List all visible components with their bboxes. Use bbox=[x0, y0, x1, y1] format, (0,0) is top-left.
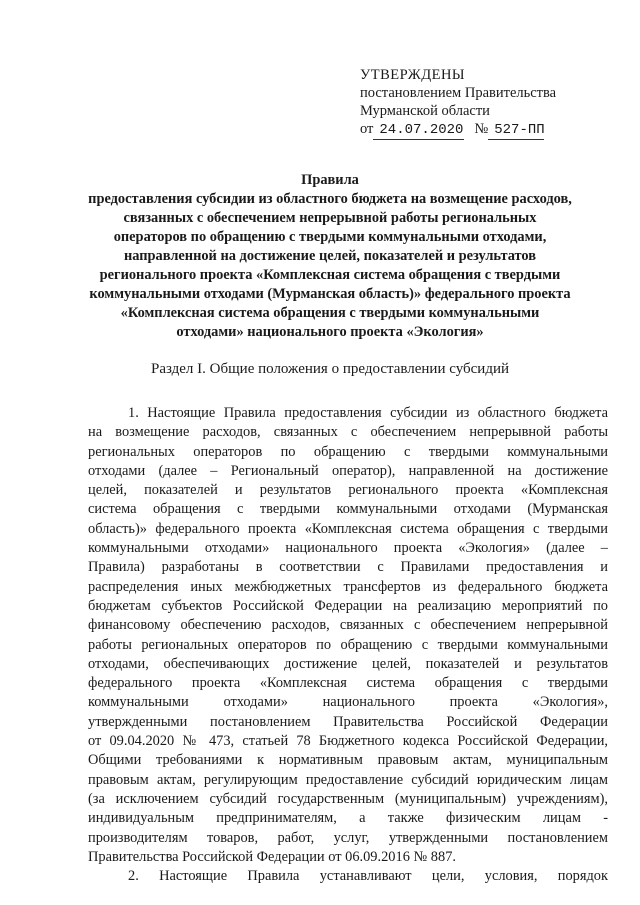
title-line: регионального проекта «Комплексная система обращения с твердыми bbox=[99, 267, 561, 283]
title-line: «Комплексная система обращения с твердыми коммунальными bbox=[120, 305, 540, 321]
paragraph-1-line: работы региональных операторов по обращению с твердыми коммунальными bbox=[88, 636, 608, 653]
title-line: связанных с обеспечением непрерывной работы региональных bbox=[123, 210, 537, 226]
paragraph-1-line: область)» федерального проекта «Комплексная система обращения с твердыми bbox=[88, 520, 608, 537]
paragraph-1-line: финансовому обеспечению расходов, связанных с обеспечением непрерывной bbox=[88, 617, 608, 634]
approval-line-1: постановлением Правительства bbox=[360, 85, 557, 101]
title-line: коммунальными отходами (Мурманская область)» федерального проекта bbox=[89, 286, 571, 302]
date-prefix: от bbox=[360, 121, 374, 137]
document-title bbox=[85, 171, 575, 342]
approval-stamp bbox=[360, 66, 556, 140]
paragraph-1-line: бюджетам субъектов Российской Федерации на реализацию мероприятий по bbox=[88, 597, 608, 614]
title-line: Правила bbox=[301, 172, 359, 188]
title-line: операторов по обращению с твердыми коммунальными отходами, bbox=[113, 229, 547, 245]
approval-line-2: Мурманской области bbox=[360, 103, 490, 119]
approval-date-line bbox=[360, 120, 556, 140]
paragraph-1-line: коммунальными отходами» национального проекта «Экология», bbox=[88, 694, 608, 711]
paragraph-1-line: отходами (далее – Региональный оператор), направленной на достижение bbox=[88, 462, 608, 479]
title-line: предоставления субсидии из областного бюджета на возмещение расходов, bbox=[88, 191, 572, 207]
approval-number: 527-ПП bbox=[488, 121, 544, 140]
title-line: направленной на достижение целей, показателей и результатов bbox=[123, 248, 537, 264]
section-heading: Раздел I. Общие положения о предоставлении субсидий bbox=[150, 361, 509, 377]
paragraph-1-line: отходами, обеспечивающих достижение целей, показателей и результатов bbox=[88, 655, 608, 672]
body-text bbox=[88, 404, 608, 886]
paragraph-1-line: распределения иных межбюджетных трансфертов из федерального бюджета bbox=[88, 578, 608, 595]
paragraph-1-line: Правила) разработаны в соответствии с Правилами предоставления и bbox=[88, 559, 608, 576]
paragraph-1-line: целей, показателей и результатов регионального проекта «Комплексная bbox=[88, 482, 608, 499]
paragraph-1-line: региональных операторов по обращению с твердыми коммунальными bbox=[88, 443, 608, 460]
paragraph-1-line: 1. Настоящие Правила предоставления субсидии из областного бюджета bbox=[128, 405, 608, 421]
paragraph-1-line: правовым актам, регулирующим предоставление субсидий юридическим лицам bbox=[88, 771, 608, 788]
number-sign: № bbox=[474, 121, 489, 137]
paragraph-1-line: на возмещение расходов, связанных с обеспечением непрерывной работы bbox=[88, 424, 608, 441]
approval-heading: УТВЕРЖДЕНЫ bbox=[360, 67, 466, 83]
paragraph-1-line: от 09.04.2020 № 473, статьей 78 Бюджетного кодекса Российской Федерации, bbox=[88, 733, 608, 750]
paragraph-2-line: 2. Настоящие Правила устанавливают цели, условия, порядок bbox=[128, 868, 608, 885]
paragraph-1-line: Правительства Российской Федерации от 06.09.2016 № 887. bbox=[88, 848, 456, 865]
paragraph-1-line: коммунальными отходами» национального проекта «Экология» (далее – bbox=[88, 540, 608, 557]
paragraph-1-line: утвержденными постановлением Правительства Российской Федерации bbox=[88, 713, 608, 730]
paragraph-1-line: (за исключением субсидий государственным (муниципальным) учреждениям), bbox=[88, 790, 608, 807]
approval-date: 24.07.2020 bbox=[373, 121, 464, 140]
paragraph-1-line: Общими требованиями к нормативным правовым актам, муниципальным bbox=[88, 752, 608, 769]
title-line: отходами» национального проекта «Экология» bbox=[176, 324, 484, 340]
paragraph-1-line: федерального проекта «Комплексная система обращения с твердыми bbox=[88, 675, 608, 692]
paragraph-1-line: индивидуальным предпринимателям, а также физическим лицам - bbox=[88, 810, 608, 827]
paragraph-1-line: система обращения с твердыми коммунальными отходами (Мурманская bbox=[88, 501, 608, 518]
paragraph-1-line: производителям товаров, работ, услуг, утвержденными постановлением bbox=[88, 829, 608, 846]
